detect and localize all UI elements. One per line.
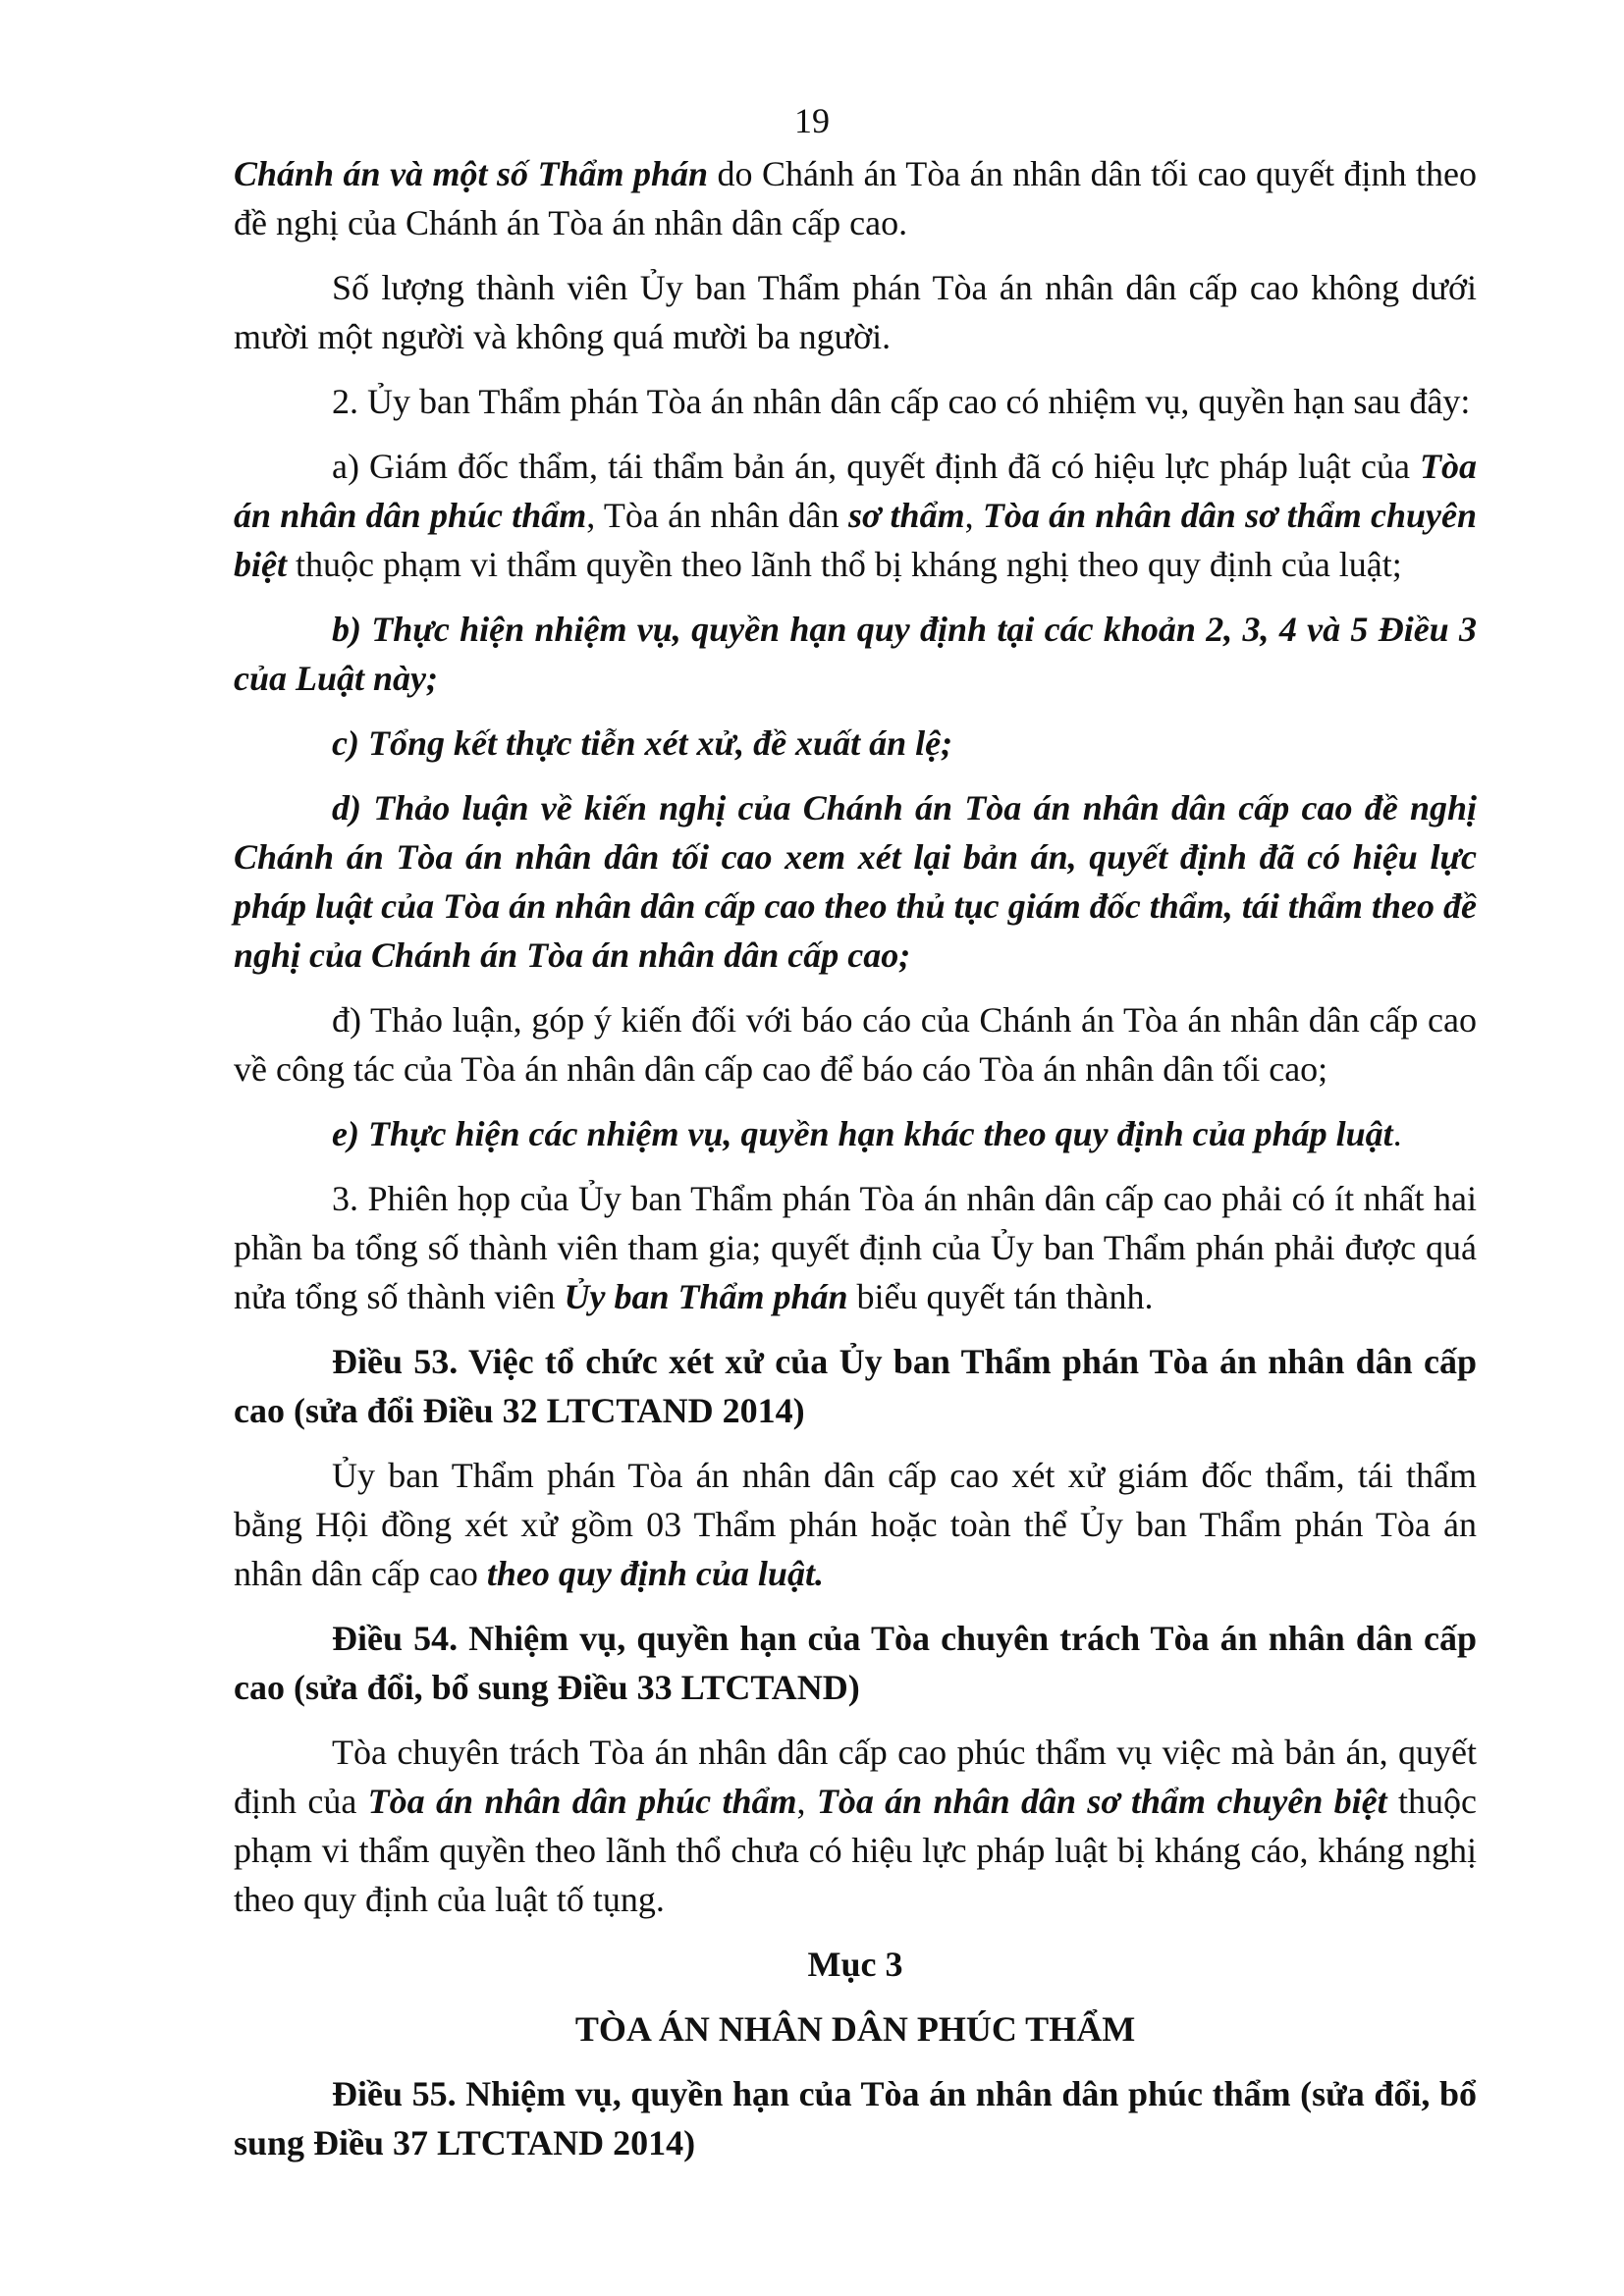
article-53-heading: Điều 53. Việc tổ chức xét xử của Ủy ban Thẩm phán Tòa án nhân dân cấp cao (sửa đổi Điều 32 LTCTAND 2014) bbox=[234, 1342, 1477, 1430]
body-text: Tòa chuyên trách Tòa án nhân dân cấp cao phúc thẩm vụ việc mà bản án, quyết định của bbox=[234, 1733, 1477, 1821]
body-text: thuộc phạm vi thẩm quyền theo lãnh thổ bị kháng nghị theo quy định của luật; bbox=[286, 545, 1402, 584]
body-text: a) Giám đốc thẩm, tái thẩm bản án, quyết định đã có hiệu lực pháp luật của bbox=[332, 447, 1420, 486]
emphasis-text: Tòa án nhân dân sơ thẩm chuyên biệt bbox=[816, 1782, 1387, 1821]
emphasis-text: e) Thực hiện các nhiệm vụ, quyền hạn khác theo quy định của pháp luật bbox=[332, 1114, 1393, 1153]
page-number: 19 bbox=[794, 101, 830, 140]
paragraph-point-dd: đ) Thảo luận, góp ý kiến đối với báo cáo của Chánh án Tòa án nhân dân cấp cao về công tác của Tòa án nhân dân cấp cao để báo cáo Tòa án nhân dân tối cao; bbox=[234, 1000, 1477, 1089]
emphasis-text: Chánh án và một số Thẩm phán bbox=[234, 154, 709, 193]
body-text: , bbox=[964, 496, 983, 535]
body-text: , bbox=[796, 1782, 817, 1821]
emphasis-text: Tòa án nhân dân sơ thẩm chuyên biệt bbox=[234, 496, 1477, 584]
document-body bbox=[234, 149, 1477, 2183]
paragraph-point-b: b) Thực hiện nhiệm vụ, quyền hạn quy định tại các khoản 2, 3, 4 và 5 Điều 3 của Luật này; bbox=[234, 610, 1477, 698]
emphasis-text: sơ thẩm bbox=[847, 496, 965, 535]
article-54-body bbox=[234, 1728, 1477, 1924]
paragraph-point-c: c) Tổng kết thực tiễn xét xử, đề xuất án lệ; bbox=[332, 723, 953, 763]
emphasis-text: theo quy định của luật. bbox=[486, 1554, 824, 1593]
body-text: Ủy ban Thẩm phán Tòa án nhân dân cấp cao xét xử giám đốc thẩm, tái thẩm bằng Hội đồng xét xử gồm 03 Thẩm phán hoặc toàn thể Ủy ban Thẩm phán Tòa án nhân dân cấp cao bbox=[234, 1456, 1477, 1593]
paragraph-1 bbox=[234, 149, 1477, 247]
article-54-heading: Điều 54. Nhiệm vụ, quyền hạn của Tòa chuyên trách Tòa án nhân dân cấp cao (sửa đổi, bổ sung Điều 33 LTCTAND) bbox=[234, 1619, 1477, 1707]
paragraph-2: Số lượng thành viên Ủy ban Thẩm phán Tòa án nhân dân cấp cao không dưới mười một người và không quá mười ba người. bbox=[234, 268, 1477, 356]
body-text: biểu quyết tán thành. bbox=[847, 1277, 1154, 1316]
paragraph-clause-2: 2. Ủy ban Thẩm phán Tòa án nhân dân cấp cao có nhiệm vụ, quyền hạn sau đây: bbox=[332, 382, 1471, 421]
body-text: do Chánh án Tòa án nhân dân tối cao quyết định theo đề nghị của Chánh án Tòa án nhân dân cấp cao. bbox=[234, 154, 1477, 242]
article-53-body bbox=[234, 1451, 1477, 1598]
emphasis-text: Tòa án nhân dân phúc thẩm bbox=[367, 1782, 797, 1821]
emphasis-text: Ủy ban Thẩm phán bbox=[564, 1277, 848, 1316]
section-title: TÒA ÁN NHÂN DÂN PHÚC THẨM bbox=[574, 2009, 1136, 2049]
body-text: thuộc phạm vi thẩm quyền theo lãnh thổ chưa có hiệu lực pháp luật bị kháng cáo, kháng nghị theo quy định của luật tố tụng. bbox=[234, 1782, 1477, 1919]
section-label: Mục 3 bbox=[807, 1945, 903, 1984]
article-55-heading: Điều 55. Nhiệm vụ, quyền hạn của Tòa án nhân dân phúc thẩm (sửa đổi, bổ sung Điều 37 LTCTAND 2014) bbox=[234, 2074, 1477, 2163]
paragraph-point-e bbox=[234, 1109, 1477, 1158]
body-text: , Tòa án nhân dân bbox=[586, 496, 848, 535]
paragraph-clause-3 bbox=[234, 1174, 1477, 1321]
body-text: 3. Phiên họp của Ủy ban Thẩm phán Tòa án nhân dân cấp cao phải có ít nhất hai phần ba tổng số thành viên tham gia; quyết định của Ủy ban Thẩm phán phải được quá nửa tổng số thành viên bbox=[234, 1179, 1477, 1316]
paragraph-point-a bbox=[234, 442, 1477, 589]
body-text: . bbox=[1392, 1114, 1402, 1153]
paragraph-point-d: d) Thảo luận về kiến nghị của Chánh án Tòa án nhân dân cấp cao đề nghị Chánh án Tòa án nhân dân tối cao xem xét lại bản án, quyết định đã có hiệu lực pháp luật của Tòa án nhân dân cấp cao theo thủ tục giám đốc thẩm, tái thẩm theo đề nghị của Chánh án Tòa án nhân dân cấp cao; bbox=[234, 788, 1477, 975]
emphasis-text: Tòa án nhân dân phúc thẩm bbox=[234, 447, 1477, 535]
